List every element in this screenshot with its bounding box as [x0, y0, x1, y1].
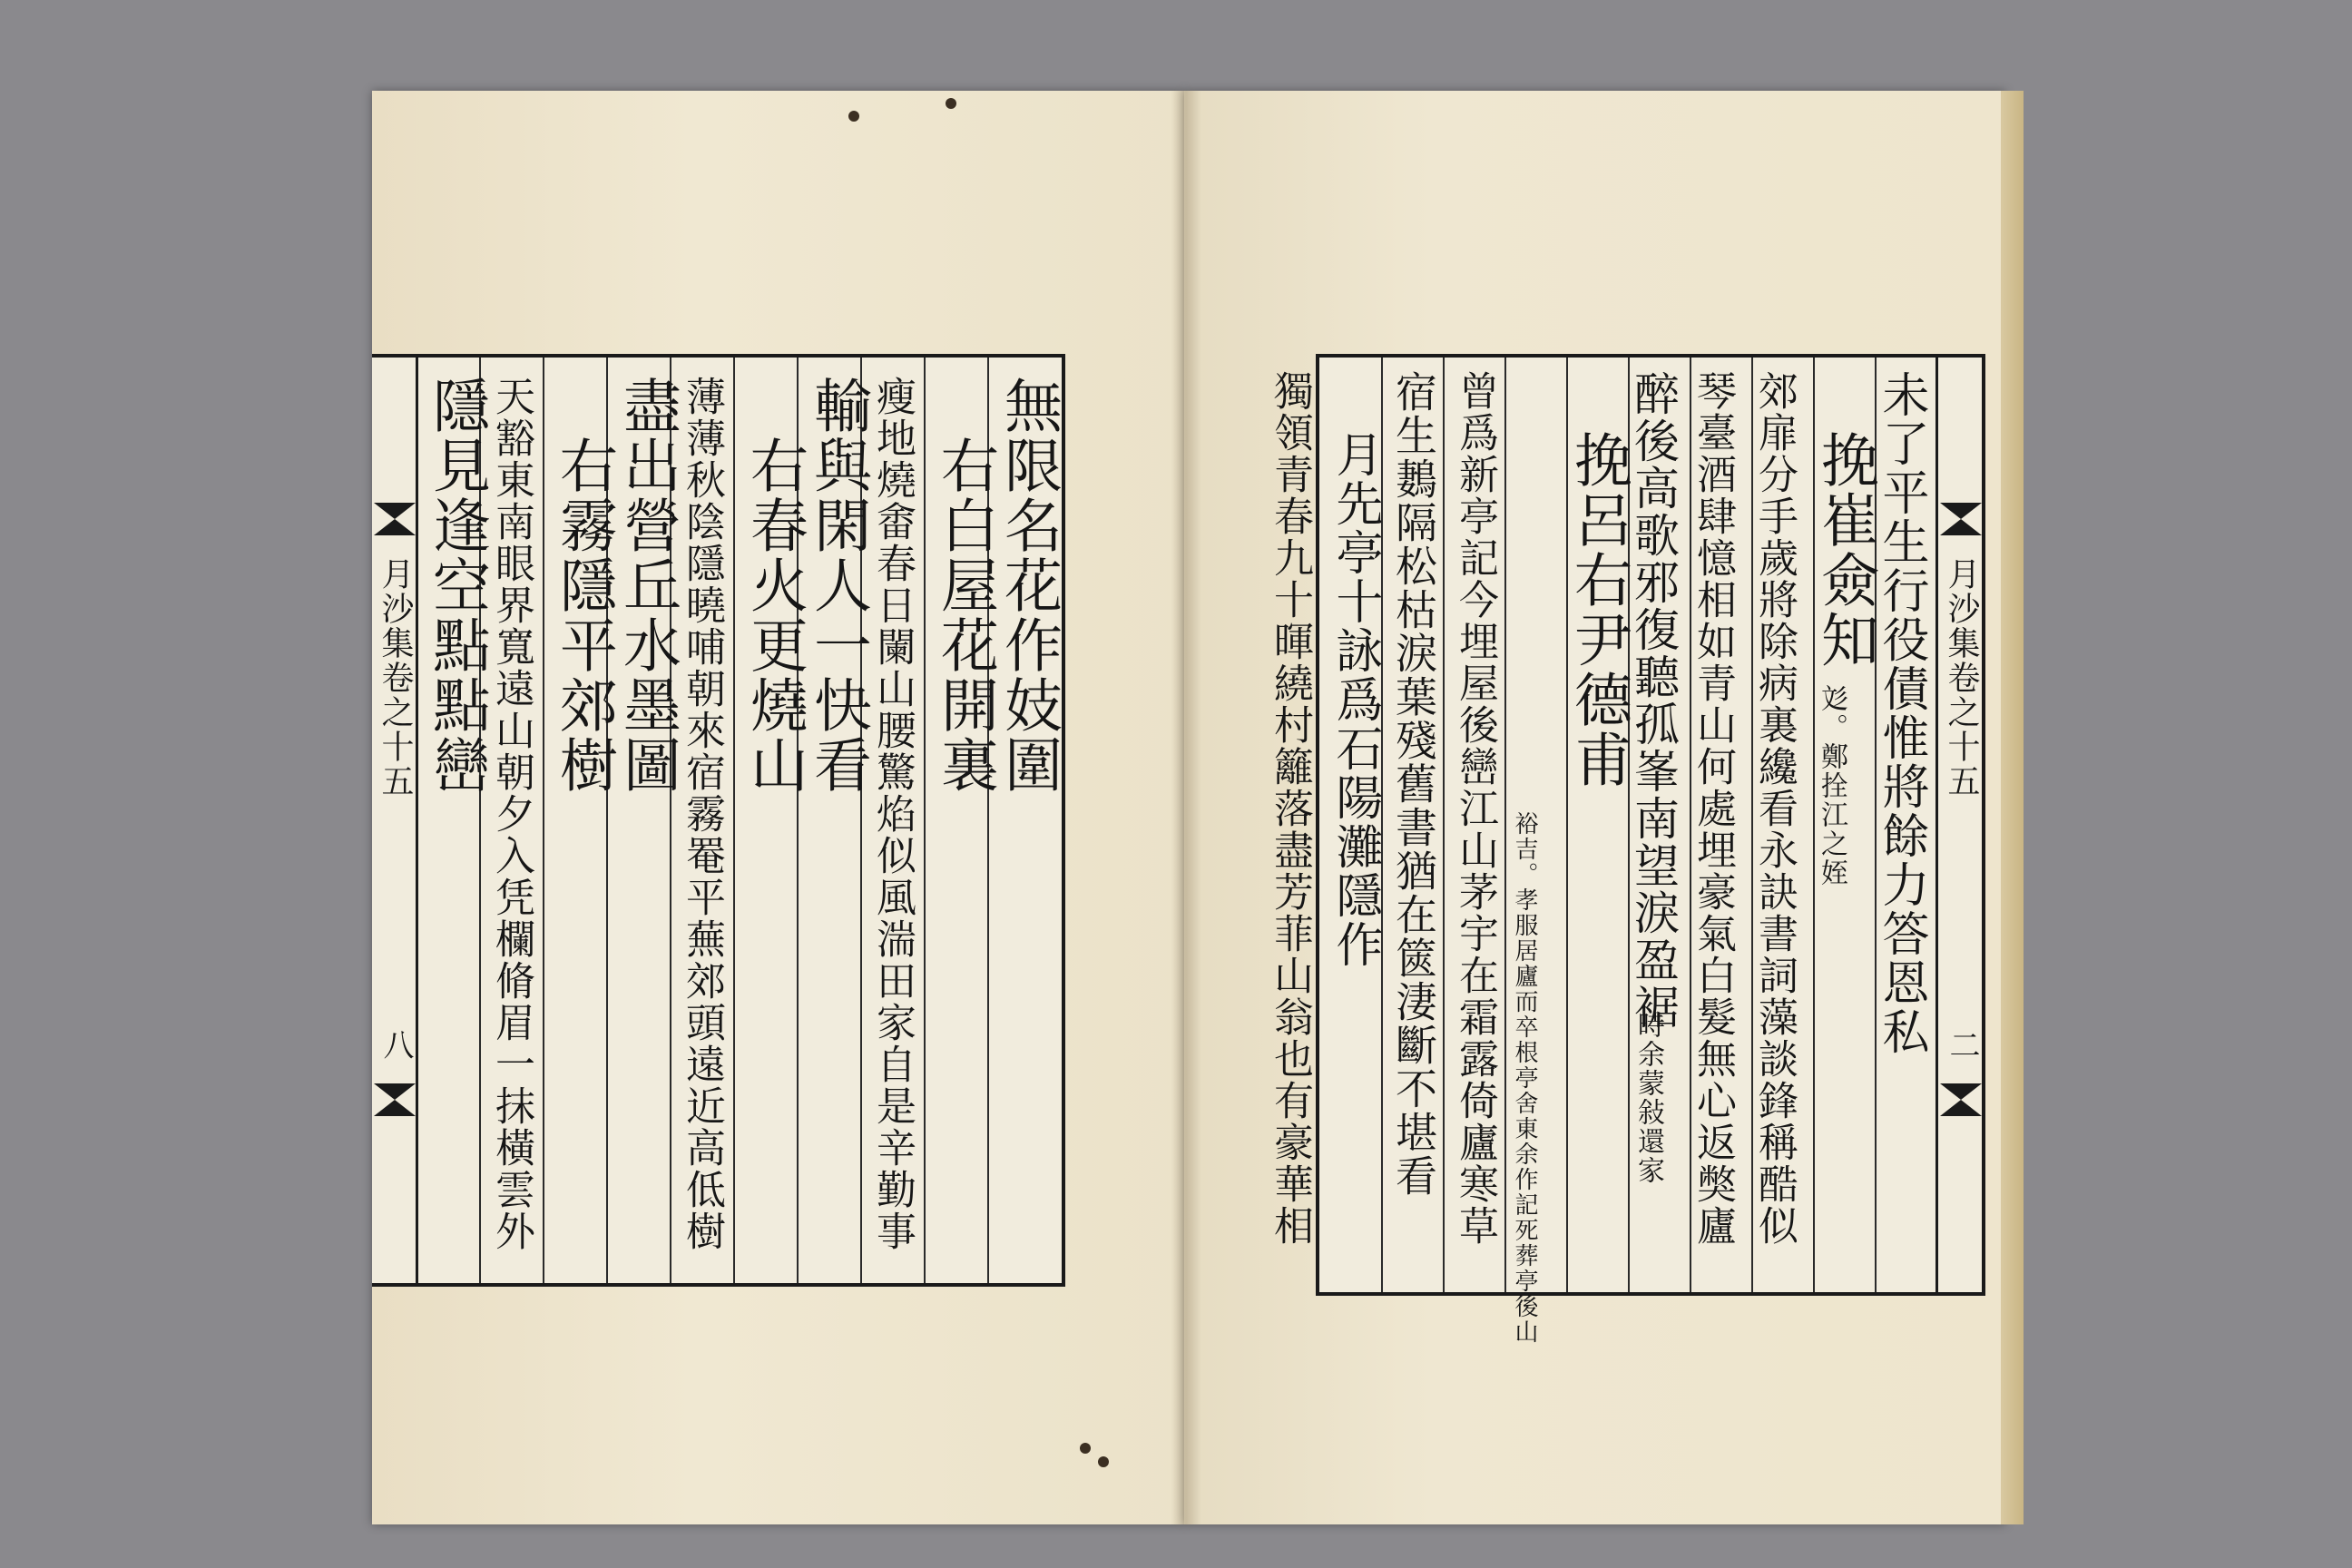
fish-tail-ornament-icon	[374, 1083, 416, 1116]
text-column: 無限名花作妓圍	[995, 376, 1062, 795]
text-column: 隱見逢空點點巒	[423, 376, 490, 795]
text-column: 天豁東南眼界寬遠山朝夕入凭欄脩眉一抹橫雲外	[488, 376, 534, 1252]
text-column: 輸與閑人一快看	[804, 376, 871, 795]
left-center-strip	[372, 358, 418, 1283]
text-column: 曾爲新亭記今埋屋後巒江山茅宇在霜露倚廬寒草	[1452, 370, 1498, 1247]
text-note: 彣。鄭拴江之姪	[1816, 684, 1847, 887]
text-column: 右白屋花開裏	[931, 436, 998, 795]
text-column: 右春火更燒山	[740, 436, 808, 795]
book-gutter	[1171, 91, 1201, 1524]
text-note: 時余蒙敍還家	[1632, 1011, 1664, 1185]
binding-hole	[1098, 1456, 1109, 1467]
left-center-title: 月沙集卷之十五	[377, 557, 414, 799]
text-column: 未了平生行役債惟將餘力答恩私	[1874, 370, 1928, 1056]
binding-hole	[1080, 1443, 1091, 1454]
column-rule	[543, 358, 544, 1283]
column-rule	[733, 358, 735, 1283]
text-column: 月先亭十詠爲石陽灘隱作	[1328, 430, 1382, 969]
fish-tail-ornament-icon	[374, 503, 416, 535]
text-column: 薄薄秋陰隱曉哺朝來宿霧罨平蕪郊頭遠近高低樹	[679, 376, 725, 1252]
text-column: 醉後高歌邪復聽孤峯南望淚盈裾	[1627, 370, 1680, 1031]
page-edge	[2001, 91, 2024, 1524]
right-center-strip	[1936, 358, 1982, 1292]
fish-tail-ornament-icon	[1940, 1083, 1982, 1116]
right-text-frame	[1267, 354, 1985, 1345]
fish-tail-ornament-icon	[1940, 503, 1982, 535]
text-note: 裕吉。孝服居廬而卒根亭舍東余作記死葬亭後山	[1511, 811, 1538, 1345]
right-center-title: 月沙集卷之十五	[1943, 557, 1980, 799]
text-column: 挽呂右尹德甫	[1564, 430, 1632, 789]
text-column: 挽崔僉知	[1811, 430, 1878, 670]
text-column: 瘦地燒畬春日闌山腰驚焰似風湍田家自是辛勤事	[869, 376, 916, 1252]
left-text-frame	[372, 354, 1065, 1287]
text-column: 右霧隱平郊樹	[550, 436, 617, 795]
binding-hole	[848, 111, 859, 122]
text-column: 琴臺酒肆憶相如青山何處埋豪氣白髮無心返獘廬	[1690, 370, 1736, 1247]
text-column: 郊扉分手歲將除病裏纔看永訣書詞藻談鋒稱酷似	[1751, 370, 1798, 1247]
column-rule	[1504, 358, 1506, 1292]
text-column: 獨領青春九十暉繞村籬落盡芳菲山翁也有豪華相	[1267, 370, 1313, 1247]
text-column: 宿生鶈隔松枯淚葉殘舊書猶在篋淒斷不堪看	[1389, 370, 1438, 1198]
binding-hole	[946, 98, 956, 109]
right-page-number: 二	[1944, 1029, 1980, 1062]
column-rule	[1443, 358, 1445, 1292]
column-rule	[924, 358, 926, 1283]
text-column: 盡出營丘水墨圖	[613, 376, 681, 795]
left-page-number: 八	[377, 1029, 414, 1062]
